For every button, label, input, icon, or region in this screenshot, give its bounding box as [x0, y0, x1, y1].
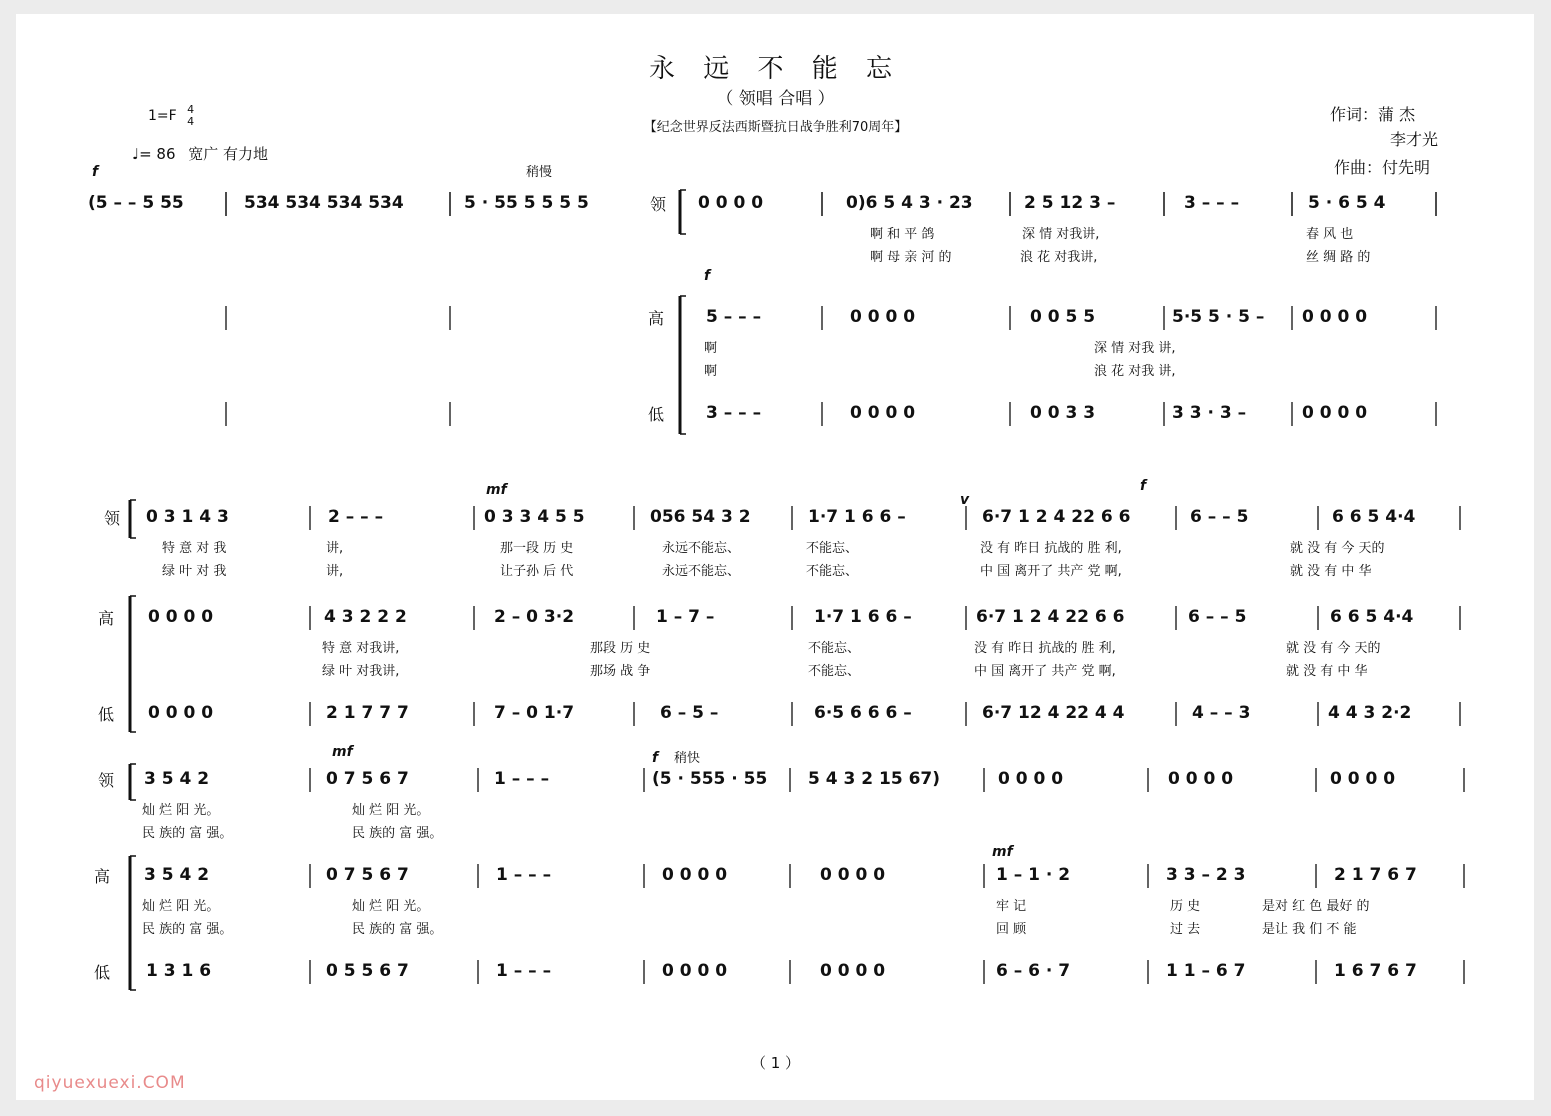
- lyric-text: 绿 叶 对 我: [162, 564, 227, 579]
- lyric-text: 特 意 对 我: [162, 541, 227, 556]
- lyric-text: 不能忘、: [808, 641, 861, 656]
- lyric-text: 永远不能忘、: [662, 564, 741, 579]
- measure-notes: 0 0 0 0: [1168, 769, 1234, 789]
- lyric-text: 就 没 有 中 华: [1290, 564, 1372, 579]
- lyric-text: 是让 我 们 不 能: [1262, 922, 1357, 937]
- measure-notes: 6 – – 5: [1190, 507, 1249, 527]
- meter-top: 4: [187, 103, 195, 116]
- lyric-text: 特 意 对我讲,: [322, 641, 400, 656]
- lyric-text: 浪 花 对我讲,: [1020, 250, 1098, 265]
- measure-notes: 0 0 0 0: [1302, 403, 1368, 423]
- lyric-text: 那一段 历 史: [500, 541, 574, 556]
- measure-notes: 6 – – 5: [1188, 607, 1247, 627]
- lyric-text: 就 没 有 今 天的: [1290, 541, 1385, 556]
- measure-notes: 1 6 7 6 7: [1334, 961, 1417, 981]
- lyric-text: 绿 叶 对我讲,: [322, 664, 400, 679]
- measure-notes: 0)6 5 4 3 · 23: [846, 193, 973, 213]
- lyric-text: 民 族的 富 强。: [142, 922, 233, 937]
- part-label: 低: [94, 963, 111, 982]
- measure-notes: 3 – – –: [706, 403, 762, 423]
- measure-notes: 2 1 7 7 7: [326, 703, 409, 723]
- measure-notes: 0 0 0 0: [850, 403, 916, 423]
- lyric-text: 就 没 有 中 华: [1286, 664, 1368, 679]
- anniversary-note: 【纪念世界反法西斯暨抗日战争胜利70周年】: [643, 120, 908, 135]
- measure-notes: 0 0 0 0: [148, 703, 214, 723]
- measure-notes: 5 · 6 5 4: [1308, 193, 1386, 213]
- measure-notes: 6·5 6 6 6 –: [814, 703, 912, 723]
- lyricist-name-1: 蒲 杰: [1378, 105, 1416, 124]
- measure-notes: 1 – – –: [496, 865, 552, 885]
- lyric-text: 啊 和 平 鸽: [870, 227, 935, 242]
- lyric-text: 不能忘、: [808, 664, 861, 679]
- measure-notes: 1·7 1 6 6 –: [808, 507, 906, 527]
- lyricist-label: 作词：: [1330, 105, 1379, 124]
- composer-name: 付先明: [1382, 158, 1431, 177]
- measure-notes: 534 534 534 534: [244, 193, 404, 213]
- measure-notes: (5 · 555 · 55: [652, 769, 768, 789]
- measure-notes: 4 – – 3: [1192, 703, 1251, 723]
- lyricist-name-2: 李才光: [1390, 130, 1439, 149]
- part-label: 高: [648, 309, 665, 328]
- measure-notes: 5 · 55 5 5 5 5: [464, 193, 589, 213]
- lyric-text: 没 有 昨日 抗战的 胜 利,: [980, 541, 1122, 556]
- measure-notes: 3 – – –: [1184, 193, 1240, 213]
- dynamic-mark: f: [704, 268, 711, 284]
- measure-notes: 2 – – –: [328, 507, 384, 527]
- lyric-text: 让子孙 后 代: [500, 564, 574, 579]
- measure-notes: 3 5 4 2: [144, 769, 210, 789]
- watermark: qiyuexuexi.COM: [34, 1073, 186, 1093]
- measure-notes: 6 6 5 4·4: [1330, 607, 1414, 627]
- measure-notes: 4 3 2 2 2: [324, 607, 407, 627]
- dynamic-mark: f: [1140, 478, 1147, 494]
- tempo-value: ♩= 86: [132, 145, 176, 163]
- measure-notes: 0 0 0 0: [148, 607, 214, 627]
- part-label: 低: [648, 405, 665, 424]
- lyric-text: 民 族的 富 强。: [352, 922, 443, 937]
- measure-notes: 1 1 – 6 7: [1166, 961, 1246, 981]
- measure-notes: 3 3 – 2 3: [1166, 865, 1246, 885]
- lyric-text: 那段 历 史: [590, 641, 651, 656]
- measure-notes: 0 0 0 0: [850, 307, 916, 327]
- measure-notes: 0 3 1 4 3: [146, 507, 229, 527]
- composer-label: 作曲：: [1334, 158, 1383, 177]
- measure-notes: 1 – 7 –: [656, 607, 715, 627]
- tempo-change: 稍快: [674, 751, 701, 766]
- meter-bottom: 4: [187, 115, 195, 128]
- measure-notes: 6·7 1 2 4 22 6 6: [982, 507, 1131, 527]
- song-title: 永 远 不 能 忘: [648, 54, 903, 84]
- measure-notes: 4 4 3 2·2: [1328, 703, 1412, 723]
- key-label: 1=F: [148, 108, 177, 124]
- lyric-text: 灿 烂 阳 光。: [142, 803, 220, 818]
- lyric-text: 浪 花 对我 讲,: [1094, 364, 1176, 379]
- lyric-text: 丝 绸 路 的: [1306, 250, 1371, 265]
- lyric-text: 深 情 对我 讲,: [1094, 341, 1176, 356]
- dynamic-mark: mf: [992, 844, 1013, 860]
- lyric-text: 深 情 对我讲,: [1022, 227, 1100, 242]
- measure-notes: 5 4 3 2 15 67): [808, 769, 940, 789]
- lyric-text: 不能忘、: [806, 564, 859, 579]
- measure-notes: 6·7 1 2 4 22 6 6: [976, 607, 1125, 627]
- dynamic-mark: f: [92, 164, 99, 180]
- measure-notes: 2 5 12 3 –: [1024, 193, 1116, 213]
- measure-notes: 0 0 0 0: [1302, 307, 1368, 327]
- lyric-text: 回 顾: [996, 922, 1027, 937]
- measure-notes: 6 – 5 –: [660, 703, 719, 723]
- lyric-text: 那场 战 争: [590, 664, 651, 679]
- measure-notes: 3 5 4 2: [144, 865, 210, 885]
- song-subtitle: （ 领唱 合唱 ）: [716, 89, 835, 109]
- measure-notes: 0 0 5 5: [1030, 307, 1096, 327]
- measure-notes: 6·7 12 4 22 4 4: [982, 703, 1125, 723]
- measure-notes: (5 – – 5 55: [88, 193, 184, 213]
- measure-notes: 0 0 0 0: [662, 865, 728, 885]
- lyric-text: 灿 烂 阳 光。: [142, 899, 220, 914]
- lyric-text: 没 有 昨日 抗战的 胜 利,: [974, 641, 1116, 656]
- lyric-text: 中 国 离开了 共产 党 啊,: [980, 564, 1122, 579]
- measure-notes: 0 5 5 6 7: [326, 961, 409, 981]
- part-label: 低: [98, 705, 115, 724]
- dynamic-mark: v: [960, 492, 970, 508]
- lyric-text: 啊: [704, 341, 718, 356]
- page-number: （ 1 ）: [750, 1054, 801, 1072]
- measure-notes: 0 0 0 0: [662, 961, 728, 981]
- lyric-text: 民 族的 富 强。: [352, 826, 443, 841]
- measure-notes: 2 – 0 3·2: [494, 607, 575, 627]
- part-label: 高: [94, 867, 111, 886]
- measure-notes: 2 1 7 6 7: [1334, 865, 1417, 885]
- measure-notes: 0 0 0 0: [820, 961, 886, 981]
- part-label: 领: [98, 771, 115, 790]
- measure-notes: 0 3 3 4 5 5: [484, 507, 585, 527]
- part-label: 高: [98, 609, 115, 628]
- measure-notes: 0 0 3 3: [1030, 403, 1096, 423]
- lyric-text: 民 族的 富 强。: [142, 826, 233, 841]
- measure-notes: 0 0 0 0: [998, 769, 1064, 789]
- lyric-text: 讲,: [326, 541, 344, 556]
- measure-notes: 056 54 3 2: [650, 507, 751, 527]
- measure-notes: 0 7 5 6 7: [326, 865, 409, 885]
- measure-notes: 0 0 0 0: [698, 193, 764, 213]
- measure-notes: 0 7 5 6 7: [326, 769, 409, 789]
- lyric-text: 中 国 离开了 共产 党 啊,: [974, 664, 1116, 679]
- lyric-text: 讲,: [326, 564, 344, 579]
- lyric-text: 灿 烂 阳 光。: [352, 899, 430, 914]
- lyric-text: 啊: [704, 364, 718, 379]
- part-label: 领: [650, 195, 667, 214]
- measure-notes: 1·7 1 6 6 –: [814, 607, 912, 627]
- measure-notes: 3 3 · 3 –: [1172, 403, 1247, 423]
- lyric-text: 春 风 也: [1306, 227, 1354, 242]
- lyric-text: 过 去: [1170, 922, 1201, 937]
- dynamic-mark: mf: [486, 482, 507, 498]
- expression-marking: 宽广 有力地: [188, 145, 269, 163]
- lyric-text: 是对 红 色 最好 的: [1262, 899, 1370, 914]
- part-label: 领: [104, 509, 121, 528]
- lyric-text: 灿 烂 阳 光。: [352, 803, 430, 818]
- measure-notes: 6 – 6 · 7: [996, 961, 1071, 981]
- lyric-text: 啊 母 亲 河 的: [870, 250, 952, 265]
- measure-notes: 0 0 0 0: [1330, 769, 1396, 789]
- measure-notes: 0 0 0 0: [820, 865, 886, 885]
- dynamic-mark: mf: [332, 744, 353, 760]
- measure-notes: 1 3 1 6: [146, 961, 212, 981]
- lyric-text: 永远不能忘、: [662, 541, 741, 556]
- measure-notes: 5·5 5 · 5 –: [1172, 307, 1265, 327]
- measure-notes: 6 6 5 4·4: [1332, 507, 1416, 527]
- measure-notes: 1 – – –: [496, 961, 552, 981]
- measure-notes: 1 – 1 · 2: [996, 865, 1071, 885]
- measure-notes: 1 – – –: [494, 769, 550, 789]
- tempo-change: 稍慢: [526, 165, 553, 180]
- lyric-text: 历 史: [1170, 899, 1201, 914]
- lyric-text: 不能忘、: [806, 541, 859, 556]
- measure-notes: 5 – – –: [706, 307, 762, 327]
- lyric-text: 牢 记: [996, 899, 1027, 914]
- lyric-text: 就 没 有 今 天的: [1286, 641, 1381, 656]
- dynamic-mark: f: [652, 750, 659, 766]
- measure-notes: 7 – 0 1·7: [494, 703, 575, 723]
